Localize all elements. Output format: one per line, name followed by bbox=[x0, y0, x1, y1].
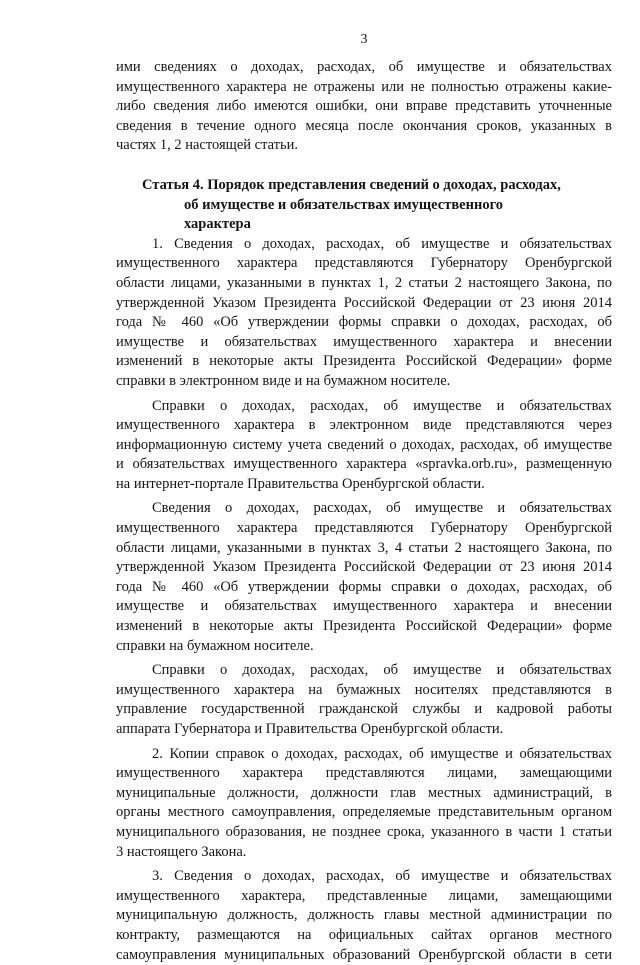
heading-line: об имуществе и обязательствах имущественного bbox=[184, 196, 504, 213]
paragraph-line: года № 460 «Об утверждении формы справки о доходах, расходах, об bbox=[116, 314, 612, 331]
paragraph-line: имущественного характера представляются лицами, замещающими bbox=[116, 765, 612, 782]
paragraph-line: сведения в течение одного месяца после окончания сроков, указанных в bbox=[116, 117, 612, 134]
paragraph-line: изменений в некоторые акты Президента Российской Федерации» форме bbox=[116, 353, 612, 370]
paragraph-line: контракту, размещаются на официальных сайтах органов местного bbox=[116, 926, 612, 943]
paragraph-line: 1. Сведения о доходах, расходах, об имуществе и обязательствах bbox=[152, 235, 612, 252]
paragraph-line: муниципального образования, не позднее срока, указанного в части 1 статьи bbox=[116, 823, 612, 840]
paragraph-line: на интернет-портале Правительства Оренбургской области. bbox=[116, 475, 485, 492]
paragraph-line: имущественного характера представляются Губернатору Оренбургской bbox=[116, 520, 612, 537]
paragraph-line: муниципальную должность, должность главы местной администрации по bbox=[116, 907, 612, 924]
heading-line: характера bbox=[184, 216, 251, 233]
body-paragraph bbox=[116, 397, 612, 495]
paragraph-line: Сведения о доходах, расходах, об имуществе и обязательствах bbox=[152, 500, 612, 517]
paragraph-line: изменений в некоторые акты Президента Российской Федерации» форме bbox=[116, 618, 612, 635]
paragraph-line: частях 1, 2 настоящей статьи. bbox=[116, 137, 298, 154]
paragraph-line: имущественного характера, представленные лицами, замещающими bbox=[116, 887, 612, 904]
paragraph-line: и обязательствах имущественного характера «spravka.orb.ru», размещенную bbox=[116, 456, 612, 473]
paragraph-line: имущественного характера на бумажных носителях представляются в bbox=[116, 681, 612, 698]
paragraph-line: Справки о доходах, расходах, об имуществе и обязательствах bbox=[152, 662, 612, 679]
paragraph-line: имуществе и обязательствах имущественного характера и внесении bbox=[116, 333, 612, 350]
paragraph-line: 3. Сведения о доходах, расходах, об имуществе и обязательствах bbox=[152, 868, 612, 885]
paragraph-line: имущественного характера не отражены или не полностью отражены какие- bbox=[116, 78, 612, 95]
paragraph-line: 3 настоящего Закона. bbox=[116, 843, 247, 860]
paragraph-line: имуществе и обязательствах имущественного характера и внесении bbox=[116, 598, 612, 615]
paragraph-line: справки в электронном виде и на бумажном носителе. bbox=[116, 372, 451, 389]
paragraph-line: области лицами, указанными в пунктах 3, 4 статьи 2 настоящего Закона, по bbox=[116, 539, 612, 556]
paragraph-line: утвержденной Указом Президента Российской Федерации от 23 июня 2014 bbox=[116, 559, 612, 576]
paragraph-line: органы местного самоуправления, определяемые представительным органом bbox=[116, 804, 612, 821]
paragraph-line: утвержденной Указом Президента Российской Федерации от 23 июня 2014 bbox=[116, 294, 612, 311]
paragraph-line: справки на бумажном носителе. bbox=[116, 637, 314, 654]
paragraph-line: имущественного характера представляются Губернатору Оренбургской bbox=[116, 255, 612, 272]
paragraph-line: области лицами, указанными в пунктах 1, 2 статьи 2 настоящего Закона, по bbox=[116, 274, 612, 291]
heading-line: Статья 4. Порядок представления сведений о доходах, расходах, bbox=[142, 176, 561, 193]
paragraph-line: имущественного характера в электронном виде представляются через bbox=[116, 417, 612, 434]
paragraph-line: либо сведения либо имеются ошибки, они вправе представить уточненные bbox=[116, 98, 612, 115]
paragraph-line: самоуправления муниципальных образований Оренбургской области в сети bbox=[116, 946, 612, 963]
paragraph-line: Справки о доходах, расходах, об имуществе и обязательствах bbox=[152, 397, 612, 414]
article-heading bbox=[116, 176, 612, 235]
paragraph-line: 2. Копии справок о доходах, расходах, об имуществе и обязательствах bbox=[152, 745, 612, 762]
paragraph-line: года № 460 «Об утверждении формы справки о доходах, расходах, об bbox=[116, 578, 612, 595]
body-paragraph bbox=[116, 867, 612, 965]
page-number: 3 bbox=[360, 32, 368, 47]
paragraph-line: информационную систему учета сведений о доходах, расходах, об имуществе bbox=[116, 436, 612, 453]
paragraph-line: ими сведениях о доходах, расходах, об имуществе и обязательствах bbox=[116, 59, 612, 75]
paragraph-line: управление государственной гражданской службы и кадровой работы bbox=[116, 701, 612, 718]
body-paragraph bbox=[116, 661, 612, 739]
article-body bbox=[116, 235, 612, 965]
body-paragraph bbox=[116, 235, 612, 392]
body-paragraph bbox=[116, 499, 612, 656]
paragraph-line: аппарата Губернатора и Правительства Оренбургской области. bbox=[116, 721, 504, 737]
body-paragraph bbox=[116, 745, 612, 863]
intro-paragraph bbox=[116, 58, 612, 156]
paragraph-line: муниципальные должности, должности глав местных администраций, в bbox=[116, 784, 612, 801]
